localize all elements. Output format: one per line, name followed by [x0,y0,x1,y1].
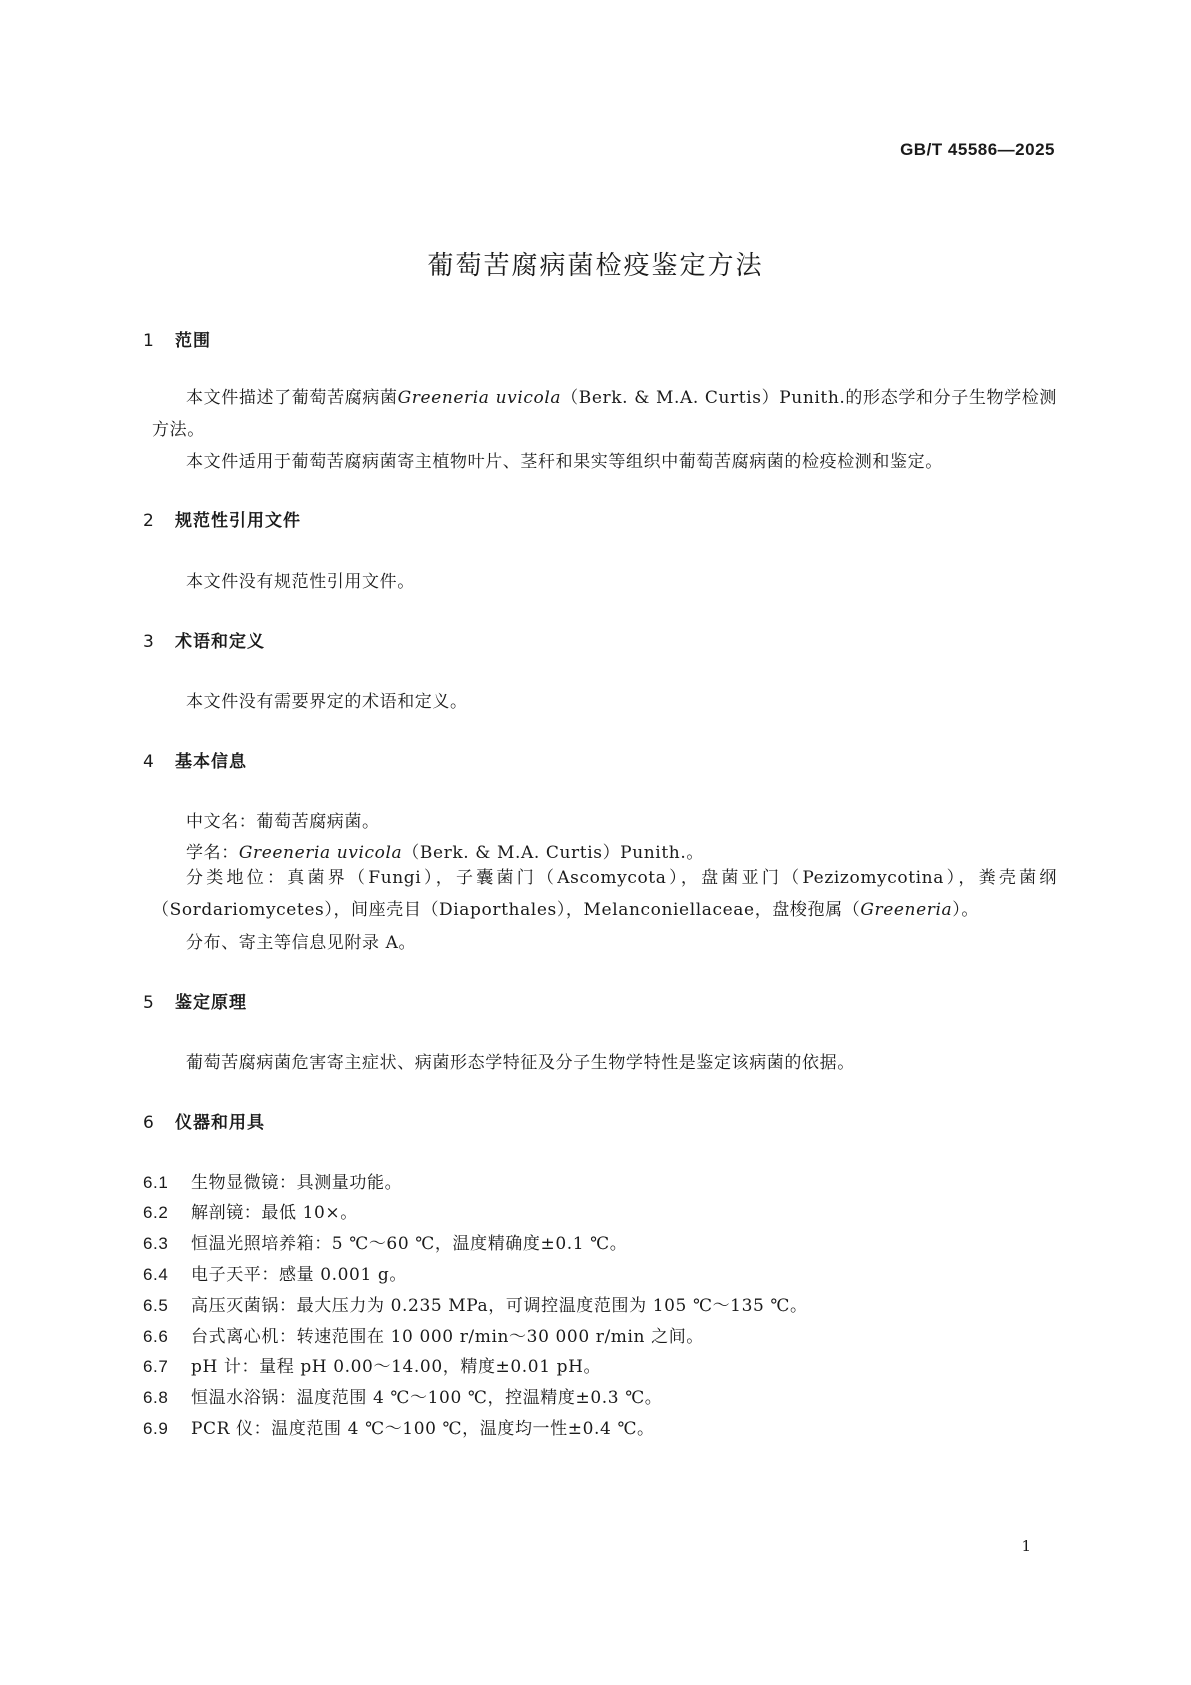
apparatus-item [143,1322,704,1347]
section-title: 基本信息 [175,752,247,772]
section-heading-basic-info [143,747,247,772]
item-text: 恒温光照培养箱：5 ℃～60 ℃，温度精确度±0.1 ℃。 [191,1234,628,1254]
item-number: 6.1 [143,1173,169,1192]
apparatus-item [143,1383,662,1408]
apparatus-item [143,1291,808,1316]
section-title: 鉴定原理 [175,993,247,1013]
section-heading-terms [143,627,265,652]
item-text: 恒温水浴锅：温度范围 4 ℃～100 ℃，控温精度±0.3 ℃。 [191,1388,663,1408]
section-title: 仪器和用具 [175,1113,265,1133]
section-heading-apparatus [143,1108,265,1133]
standard-number: GB/T 45586—2025 [900,140,1055,159]
section-number: 1 [143,331,155,351]
terms-paragraph: 本文件没有需要界定的术语和定义。 [186,692,468,712]
apparatus-item [143,1352,601,1377]
section-number: 6 [143,1113,155,1133]
latin-name: Greeneria uvicola [397,388,562,408]
scope-paragraph-1: 本文件描述了葡萄苦腐病菌Greeneria uvicola（Berk. & M.A. Curtis）Punith.的形态学和分子生物学检测方法。 [152,388,1057,440]
item-text: PCR 仪：温度范围 4 ℃～100 ℃，温度均一性±0.4 ℃。 [191,1419,655,1439]
section-number: 4 [143,752,155,772]
item-number: 6.8 [143,1388,169,1407]
item-number: 6.4 [143,1265,169,1284]
scientific-name-line: 学名：Greeneria uvicola（Berk. & M.A. Curtis）Punith.。 [186,843,704,863]
apparatus-item [143,1229,627,1254]
section-number: 2 [143,511,155,531]
section-title: 术语和定义 [175,632,265,652]
principle-paragraph: 葡萄苦腐病菌危害寄主症状、病菌形态学特征及分子生物学特性是鉴定该病菌的依据。 [186,1053,855,1073]
section-title: 范围 [175,331,211,351]
item-text: 解剖镜：最低 10×。 [191,1203,358,1223]
apparatus-item [143,1198,358,1223]
distribution-line: 分布、寄主等信息见附录 A。 [186,933,417,953]
item-number: 6.6 [143,1327,169,1346]
item-text: 台式离心机：转速范围在 10 000 r/min～30 000 r/min 之间。 [191,1327,704,1347]
document-title: 葡萄苦腐病菌检疫鉴定方法 [427,251,764,281]
item-number: 6.2 [143,1203,169,1222]
apparatus-item [143,1260,407,1285]
item-number: 6.3 [143,1234,169,1253]
chinese-name-line: 中文名：葡萄苦腐病菌。 [186,812,380,832]
apparatus-item [143,1414,655,1439]
section-number: 3 [143,632,155,652]
section-heading-scope [143,326,211,351]
item-text: pH 计：量程 pH 0.00～14.00，精度±0.01 pH。 [191,1357,602,1377]
scope-paragraph-2: 本文件适用于葡萄苦腐病菌寄主植物叶片、茎秆和果实等组织中葡萄苦腐病菌的检疫检测和鉴定。 [186,452,943,472]
latin-name: Greeneria [860,900,953,920]
item-text: 电子天平：感量 0.001 g。 [191,1265,407,1285]
item-number: 6.7 [143,1357,169,1376]
latin-name: Greeneria uvicola [238,843,403,863]
section-title: 规范性引用文件 [175,511,301,531]
item-number: 6.5 [143,1296,169,1315]
section-number: 5 [143,993,155,1013]
section-heading-normative-references [143,506,301,531]
normative-references-paragraph: 本文件没有规范性引用文件。 [186,572,415,592]
apparatus-item [143,1168,402,1193]
page-number: 1 [1021,1537,1031,1555]
item-text: 生物显微镜：具测量功能。 [191,1173,403,1193]
section-heading-principle [143,988,247,1013]
item-text: 高压灭菌锅：最大压力为 0.235 MPa，可调控温度范围为 105 ℃～135 ℃。 [191,1296,808,1316]
taxonomy-paragraph: 分类地位：真菌界（Fungi），子囊菌门（Ascomycota），盘菌亚门（Pezizomycotina），粪壳菌纲（Sordariomycetes），间座壳目（Diaporthales），Melanconiellaceae，盘梭孢属（Greeneria）。 [152,868,1057,920]
item-number: 6.9 [143,1419,169,1438]
